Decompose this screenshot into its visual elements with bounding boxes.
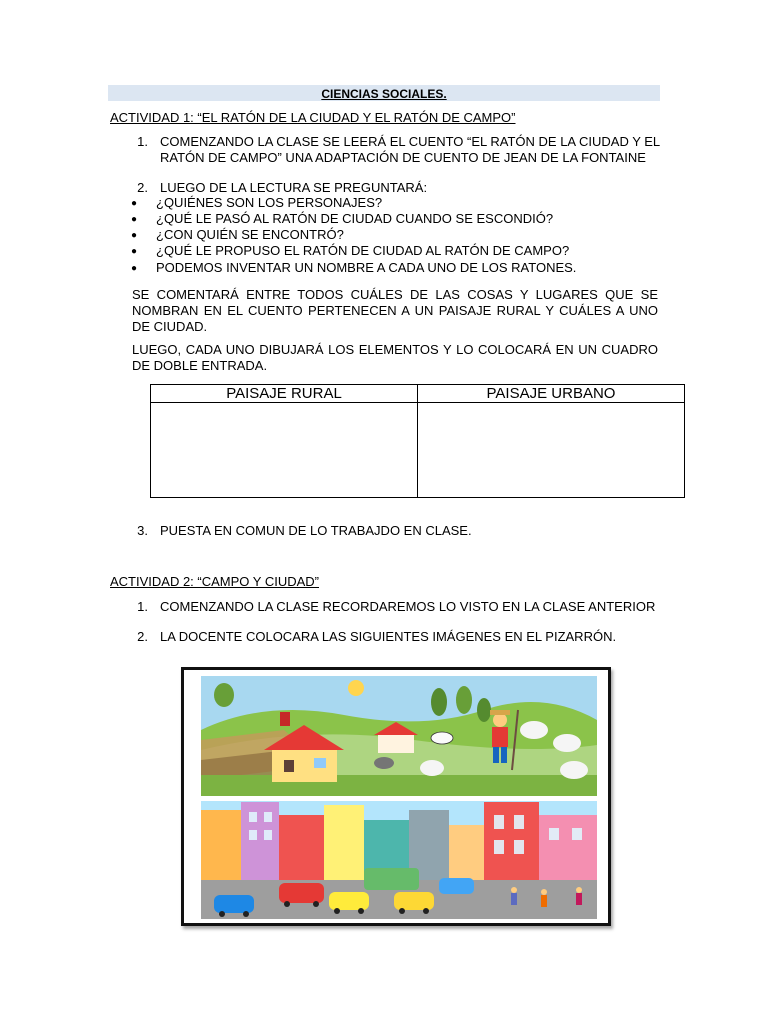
question-item: PODEMOS INVENTAR UN NOMBRE A CADA UNO DE LOS RATONES. — [156, 260, 577, 275]
double-entry-table — [150, 384, 685, 498]
bullet-icon: ● — [130, 263, 138, 274]
activity1-step1-number: 1. — [137, 134, 148, 149]
activity1-step2-number: 2. — [137, 180, 148, 195]
activity1-step1-line2: RATÓN DE CAMPO” UNA ADAPTACIÓN DE CUENTO DE JEAN DE LA FONTAINE — [160, 150, 646, 165]
bullet-icon: ● — [130, 230, 138, 241]
table-cell-urban — [418, 403, 685, 498]
question-item: ¿CON QUIÉN SE ENCONTRÓ? — [156, 227, 344, 242]
activity1-paragraph1: SE COMENTARÁ ENTRE TODOS CUÁLES DE LAS COSAS Y LUGARES QUE SE NOMBRAN EN EL CUENTO PERTENECEN A UN PAISAJE RURAL Y CUÁLES A UNO DE CIUDAD. — [132, 287, 658, 334]
countryside-scene — [201, 676, 597, 796]
question-item: ¿QUÉ LE PROPUSO EL RATÓN DE CIUDAD AL RATÓN DE CAMPO? — [156, 243, 570, 258]
activity2-step1-number: 1. — [137, 599, 148, 614]
illustration-frame — [181, 667, 611, 926]
activity1-step2: LUEGO DE LA LECTURA SE PREGUNTARÁ: — [160, 180, 428, 195]
table-cell-rural — [151, 403, 418, 498]
countryside-city-illustration — [184, 670, 608, 923]
bullet-icon: ● — [130, 214, 138, 225]
page-title: CIENCIAS SOCIALES. — [321, 87, 447, 101]
activity1-step3: PUESTA EN COMUN DE LO TRABAJDO EN CLASE. — [160, 523, 472, 538]
activity1-paragraph2: LUEGO, CADA UNO DIBUJARÁ LOS ELEMENTOS Y LO COLOCARÁ EN UN CUADRO DE DOBLE ENTRADA. — [132, 342, 658, 373]
activity1-step3-number: 3. — [137, 523, 148, 538]
activity2-heading: ACTIVIDAD 2: “CAMPO Y CIUDAD” — [110, 574, 319, 589]
activity2-step1: COMENZANDO LA CLASE RECORDAREMOS LO VISTO EN LA CLASE ANTERIOR — [160, 599, 656, 614]
city-scene — [201, 801, 597, 919]
bullet-icon: ● — [130, 198, 138, 209]
question-item: ¿QUÉ LE PASÓ AL RATÓN DE CIUDAD CUANDO SE ESCONDIÓ? — [156, 211, 554, 226]
question-item: ¿QUIÉNES SON LOS PERSONAJES? — [156, 195, 383, 210]
activity1-step1-line1: COMENZANDO LA CLASE SE LEERÁ EL CUENTO “EL RATÓN DE LA CIUDAD Y EL — [160, 134, 661, 149]
activity1-heading: ACTIVIDAD 1: “EL RATÓN DE LA CIUDAD Y EL RATÓN DE CAMPO” — [110, 110, 516, 125]
activity2-step2-number: 2. — [137, 629, 148, 644]
table-header-rural: PAISAJE RURAL — [151, 385, 418, 403]
bullet-icon: ● — [130, 246, 138, 257]
table-header-urban: PAISAJE URBANO — [418, 385, 685, 403]
activity2-step2: LA DOCENTE COLOCARA LAS SIGUIENTES IMÁGENES EN EL PIZARRÓN. — [160, 629, 617, 644]
